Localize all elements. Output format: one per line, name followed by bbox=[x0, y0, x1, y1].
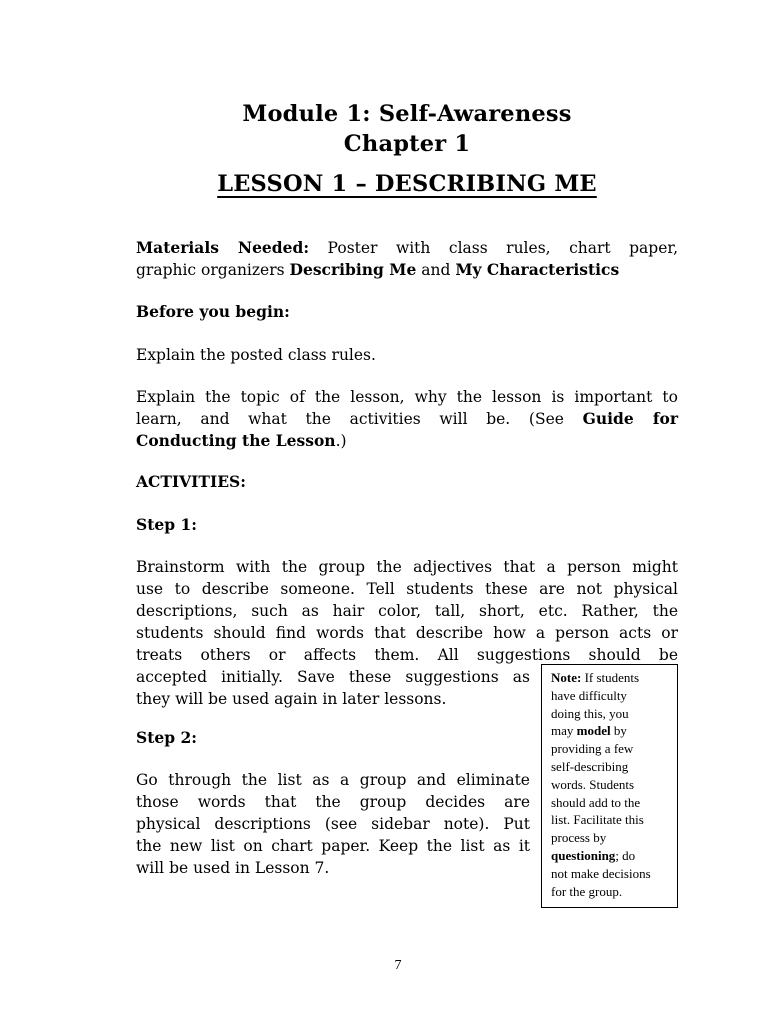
step-1-line: treats others or affects them. All suggestions should be bbox=[136, 646, 678, 664]
materials-line-2 bbox=[136, 259, 678, 281]
organizer-my-characteristics: My Characteristics bbox=[455, 260, 620, 279]
materials-paragraph bbox=[136, 237, 678, 281]
before-para-1-text: Explain the posted class rules. bbox=[136, 346, 376, 364]
note-label: Note: bbox=[551, 670, 582, 685]
before-para-2-line-2 bbox=[136, 408, 678, 430]
before-para-2-end: .) bbox=[335, 432, 347, 450]
note-line: should add to the bbox=[551, 794, 641, 810]
step-1-line: use to describe someone. Tell students these are not physical bbox=[136, 580, 678, 598]
step-2-line: Go through the list as a group and eliminate bbox=[136, 771, 530, 789]
note-emphasis-model: model bbox=[576, 723, 611, 739]
materials-line-1 bbox=[136, 237, 678, 259]
note-line bbox=[551, 669, 669, 687]
step-1-line: descriptions, such as hair color, tall, short, etc. Rather, the bbox=[136, 602, 678, 620]
organizer-describing-me: Describing Me bbox=[289, 260, 417, 279]
note-line: process by bbox=[551, 830, 607, 846]
note-line: have difficulty bbox=[551, 687, 627, 703]
note-line: list. Facilitate this bbox=[551, 812, 644, 828]
note-line: not make decisions bbox=[551, 865, 651, 881]
note-line: providing a few bbox=[551, 741, 634, 757]
guide-reference-part-1: Guide for bbox=[582, 409, 678, 428]
before-para-2-line-1: Explain the topic of the lesson, why the lesson is important to bbox=[136, 388, 678, 406]
step-2-paragraph bbox=[136, 769, 530, 879]
chapter-title: Chapter 1 bbox=[343, 131, 471, 157]
note-line bbox=[551, 847, 669, 865]
page-number: 7 bbox=[394, 958, 402, 973]
step-2-line: those words that the group decides are bbox=[136, 793, 530, 811]
note-text: If students bbox=[581, 670, 640, 685]
note-line: for the group. bbox=[551, 883, 623, 899]
step-2-line: physical descriptions (see sidebar note). Put bbox=[136, 815, 530, 833]
step-1-line: students should find words that describe how a person acts or bbox=[136, 624, 678, 642]
step-1-line: accepted initially. Save these suggestions as bbox=[136, 668, 530, 686]
materials-and: and bbox=[416, 261, 456, 279]
note-text: by bbox=[610, 723, 627, 739]
guide-reference-part-2: Conducting the Lesson bbox=[136, 431, 336, 450]
note-line: self-describing bbox=[551, 758, 629, 774]
step-2-heading: Step 2: bbox=[136, 728, 197, 747]
note-line: doing this, you bbox=[551, 705, 629, 721]
materials-prefix: graphic organizers bbox=[136, 261, 290, 279]
note-text: may bbox=[551, 723, 577, 739]
before-heading: Before you begin: bbox=[136, 302, 290, 321]
step-1-heading: Step 1: bbox=[136, 515, 197, 534]
step-2-line: the new list on chart paper. Keep the list as it bbox=[136, 837, 530, 855]
note-line bbox=[551, 722, 669, 740]
sidebar-note bbox=[541, 664, 678, 908]
activities-heading: ACTIVITIES: bbox=[136, 472, 246, 491]
materials-text: Poster with class rules, chart paper, bbox=[309, 239, 678, 257]
note-line: words. Students bbox=[551, 776, 635, 792]
note-emphasis-questioning: questioning bbox=[551, 847, 616, 863]
before-para-2-line-2-text: learn, and what the activities will be. (See bbox=[136, 410, 583, 428]
before-para-1 bbox=[136, 344, 678, 366]
step-1-line: Brainstorm with the group the adjectives that a person might bbox=[136, 558, 678, 576]
module-title: Module 1: Self-Awareness bbox=[242, 101, 572, 127]
step-1-line: they will be used again in later lessons. bbox=[136, 690, 447, 708]
note-text: ; do bbox=[615, 847, 636, 863]
before-para-2 bbox=[136, 386, 678, 452]
materials-label: Materials Needed: bbox=[136, 238, 310, 257]
step-2-line: will be used in Lesson 7. bbox=[136, 859, 330, 877]
before-para-2-line-3 bbox=[136, 430, 678, 452]
lesson-title: LESSON 1 – DESCRIBING ME bbox=[217, 171, 597, 197]
